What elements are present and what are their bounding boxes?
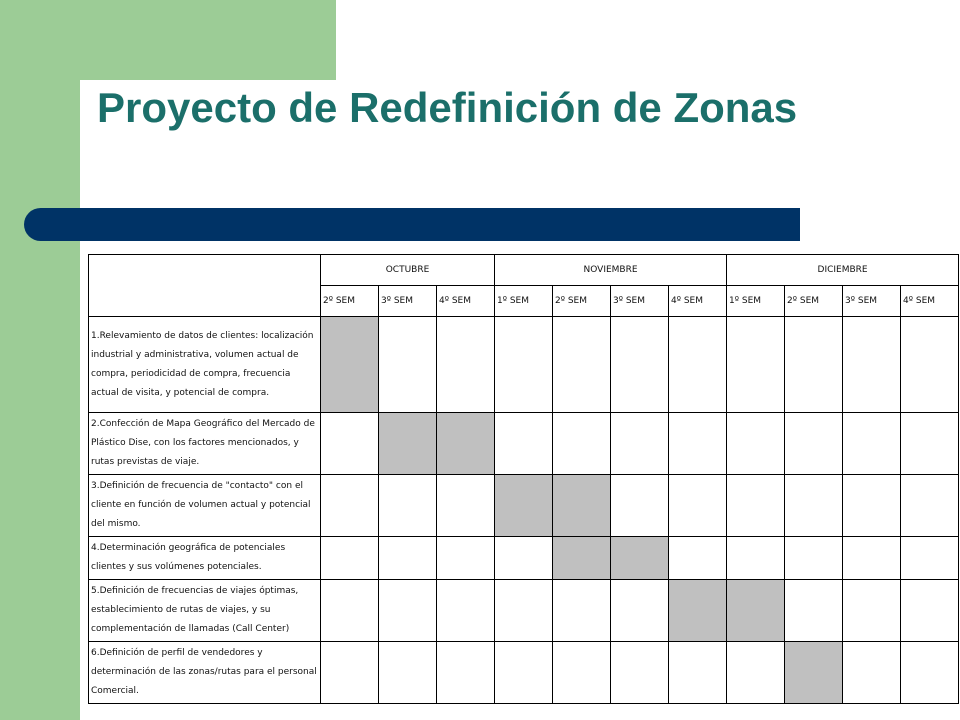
gantt-cell — [727, 537, 785, 580]
gantt-cell — [495, 642, 553, 704]
gantt-cell — [727, 642, 785, 704]
week-header: 3º SEM — [379, 286, 437, 317]
week-header: 1º SEM — [727, 286, 785, 317]
gantt-cell — [321, 642, 379, 704]
slide-title: Proyecto de Redefinición de Zonas — [97, 84, 798, 131]
task-label: 5.Definición de frecuencias de viajes óptimas, establecimiento de rutas de viajes, y su complementación de llamadas (Call Center) — [89, 580, 321, 642]
gantt-cell — [379, 475, 437, 537]
gantt-cell — [437, 317, 495, 413]
gantt-cell — [785, 537, 843, 580]
gantt-cell-active — [727, 580, 785, 642]
gantt-cell — [379, 642, 437, 704]
gantt-cell — [843, 475, 901, 537]
gantt-cell — [321, 580, 379, 642]
gantt-cell — [321, 413, 379, 475]
gantt-cell — [611, 642, 669, 704]
task-row — [89, 475, 959, 537]
week-header: 1º SEM — [495, 286, 553, 317]
title-underline-bar — [24, 208, 800, 241]
gantt-cell — [843, 580, 901, 642]
gantt-cell — [495, 537, 553, 580]
gantt-cell — [669, 413, 727, 475]
gantt-cell — [553, 413, 611, 475]
gantt-cell — [669, 475, 727, 537]
month-header: NOVIEMBRE — [495, 255, 727, 286]
week-header: 2º SEM — [321, 286, 379, 317]
gantt-cell — [495, 413, 553, 475]
month-header: DICIEMBRE — [727, 255, 959, 286]
gantt-cell — [611, 317, 669, 413]
gantt-cell — [843, 317, 901, 413]
gantt-cell — [785, 317, 843, 413]
gantt-cell-active — [321, 317, 379, 413]
top-green-band — [80, 0, 336, 80]
gantt-cell — [785, 413, 843, 475]
gantt-cell — [553, 642, 611, 704]
week-header: 3º SEM — [611, 286, 669, 317]
gantt-cell — [727, 317, 785, 413]
task-label: 3.Definición de frecuencia de "contacto" con el cliente en función de volumen actual y potencial del mismo. — [89, 475, 321, 537]
week-header: 4º SEM — [901, 286, 959, 317]
month-header: OCTUBRE — [321, 255, 495, 286]
gantt-cell — [437, 642, 495, 704]
gantt-cell — [901, 642, 959, 704]
task-row — [89, 580, 959, 642]
gantt-cell — [785, 580, 843, 642]
gantt-cell — [379, 317, 437, 413]
gantt-cell-active — [553, 475, 611, 537]
gantt-cell — [669, 642, 727, 704]
week-header: 2º SEM — [785, 286, 843, 317]
gantt-cell — [321, 475, 379, 537]
gantt-cell — [727, 413, 785, 475]
gantt-cell — [379, 537, 437, 580]
gantt-cell — [437, 475, 495, 537]
gantt-cell-active — [553, 537, 611, 580]
gantt-cell — [611, 475, 669, 537]
week-header: 4º SEM — [437, 286, 495, 317]
week-header: 3º SEM — [843, 286, 901, 317]
gantt-table — [88, 254, 959, 704]
task-label: 2.Confección de Mapa Geográfico del Mercado de Plástico Dise, con los factores mencionados, y rutas previstas de viaje. — [89, 413, 321, 475]
gantt-cell — [553, 580, 611, 642]
gantt-cell — [437, 580, 495, 642]
task-label: 4.Determinación geográfica de potenciales clientes y sus volúmenes potenciales. — [89, 537, 321, 580]
gantt-cell-active — [437, 413, 495, 475]
gantt-cell-active — [669, 580, 727, 642]
gantt-cell — [901, 475, 959, 537]
gantt-cell — [901, 413, 959, 475]
gantt-cell — [321, 537, 379, 580]
left-green-band — [0, 0, 80, 720]
gantt-cell — [611, 580, 669, 642]
gantt-cell — [727, 475, 785, 537]
week-header: 2º SEM — [553, 286, 611, 317]
gantt-cell — [901, 317, 959, 413]
task-row — [89, 317, 959, 413]
header-corner-cell — [89, 255, 321, 317]
gantt-cell — [901, 580, 959, 642]
gantt-cell — [437, 537, 495, 580]
gantt-cell — [669, 537, 727, 580]
gantt-cell — [843, 413, 901, 475]
gantt-cell — [495, 580, 553, 642]
task-label: 1.Relevamiento de datos de clientes: localización industrial y administrativa, volumen actual de compra, periodicidad de compra, frecuencia actual de visita, y potencial de compra. — [89, 317, 321, 413]
gantt-cell — [495, 317, 553, 413]
task-row — [89, 413, 959, 475]
task-row — [89, 537, 959, 580]
gantt-cell-active — [495, 475, 553, 537]
gantt-cell — [379, 580, 437, 642]
week-header: 4º SEM — [669, 286, 727, 317]
gantt-cell-active — [379, 413, 437, 475]
month-header-row — [89, 255, 959, 286]
gantt-cell — [785, 475, 843, 537]
gantt-cell-active — [611, 537, 669, 580]
gantt-cell-active — [785, 642, 843, 704]
gantt-cell — [843, 642, 901, 704]
gantt-cell — [553, 317, 611, 413]
gantt-cell — [611, 413, 669, 475]
task-label: 6.Definición de perfil de vendedores y determinación de las zonas/rutas para el personal Comercial. — [89, 642, 321, 704]
task-row — [89, 642, 959, 704]
gantt-cell — [843, 537, 901, 580]
gantt-cell — [669, 317, 727, 413]
gantt-cell — [901, 537, 959, 580]
